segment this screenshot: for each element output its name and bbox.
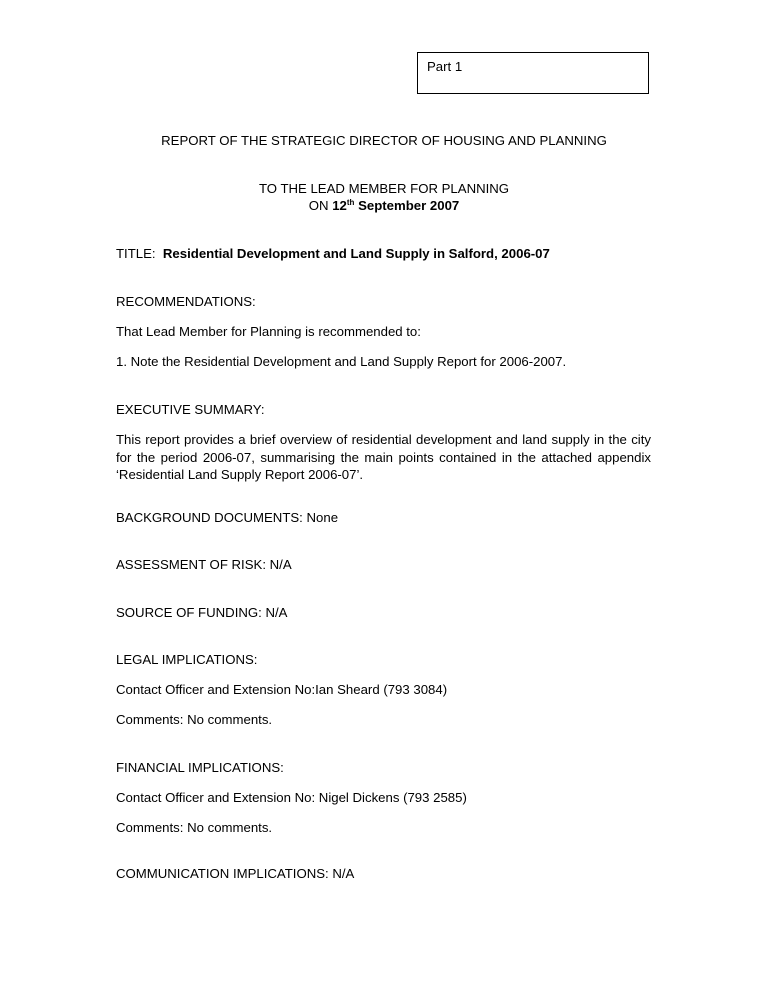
financial-comments: Comments: No comments. bbox=[116, 820, 273, 835]
legal-comments: Comments: No comments. bbox=[116, 712, 273, 727]
to-lead-member: TO THE LEAD MEMBER FOR PLANNING bbox=[258, 181, 510, 196]
financial-contact: Contact Officer and Extension No: Nigel Dickens (793 2585) bbox=[116, 790, 467, 805]
assessment-of-risk: ASSESSMENT OF RISK: N/A bbox=[116, 557, 292, 572]
part-label: Part 1 bbox=[427, 59, 463, 74]
part-label-box bbox=[417, 52, 649, 94]
date-suffix: th bbox=[346, 198, 355, 207]
financial-heading: FINANCIAL IMPLICATIONS: bbox=[116, 760, 284, 775]
executive-summary-heading: EXECUTIVE SUMMARY: bbox=[116, 402, 265, 417]
background-documents: BACKGROUND DOCUMENTS: None bbox=[116, 510, 339, 525]
recommendations-heading: RECOMMENDATIONS: bbox=[116, 294, 256, 309]
title-label: TITLE: bbox=[116, 246, 163, 261]
report-of-heading: REPORT OF THE STRATEGIC DIRECTOR OF HOUSING AND PLANNING bbox=[161, 133, 607, 148]
meeting-date bbox=[0, 198, 768, 213]
communication-implications: COMMUNICATION IMPLICATIONS: N/A bbox=[116, 866, 355, 881]
executive-summary-text: This report provides a brief overview of residential development and land supply in the city for the period 2006-07, summarising the main points contained in the attached appendix ‘Residential Land Supply Report 2006-07’. bbox=[116, 432, 651, 482]
title-value: Residential Development and Land Supply in Salford, 2006-07 bbox=[162, 246, 550, 261]
date-prefix: ON bbox=[308, 198, 333, 213]
source-of-funding: SOURCE OF FUNDING: N/A bbox=[116, 605, 288, 620]
report-title bbox=[116, 246, 550, 261]
date-day: 12 bbox=[332, 198, 347, 213]
recommendation-item-1: 1. Note the Residential Development and Land Supply Report for 2006-2007. bbox=[116, 354, 567, 369]
recommendations-intro: That Lead Member for Planning is recommended to: bbox=[116, 324, 421, 339]
legal-contact: Contact Officer and Extension No:Ian Sheard (793 3084) bbox=[116, 682, 448, 697]
date-rest: September 2007 bbox=[354, 198, 460, 213]
legal-heading: LEGAL IMPLICATIONS: bbox=[116, 652, 258, 667]
